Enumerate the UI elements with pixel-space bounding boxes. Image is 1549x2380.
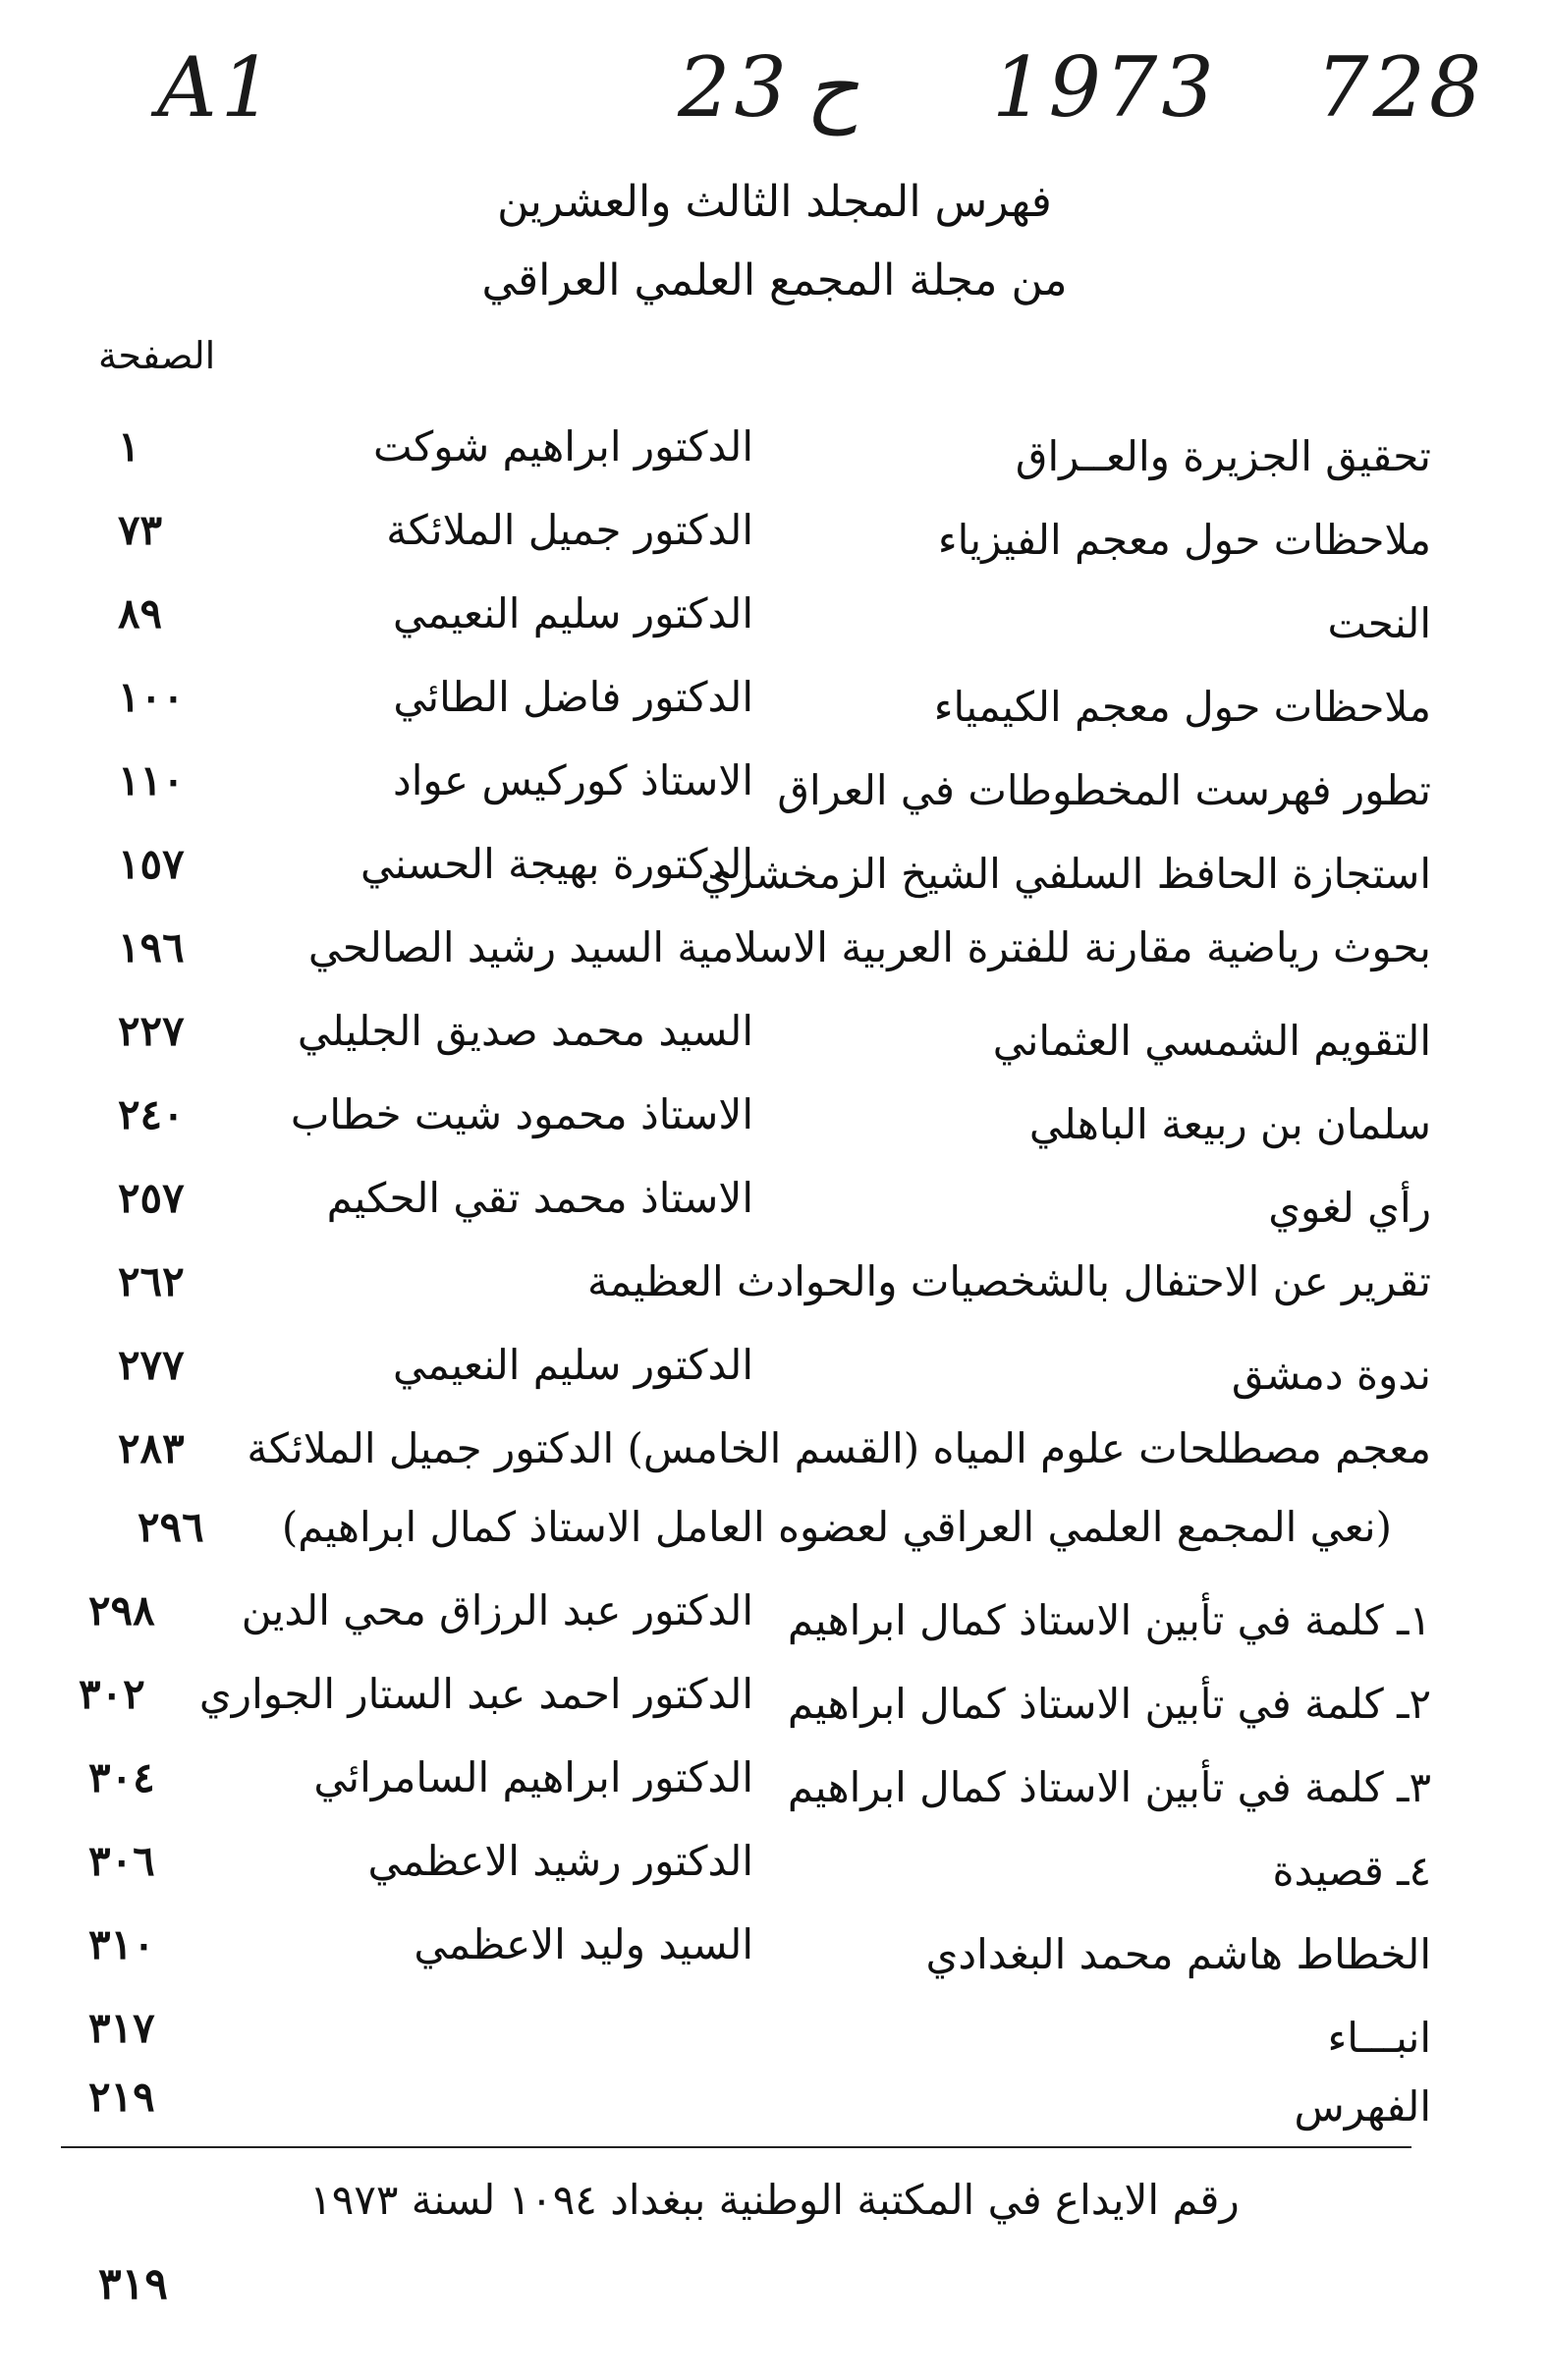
entry-author: الاستاذ كوركيس عواد	[392, 756, 753, 804]
entry-author: الدكتورة بهيجة الحسني	[360, 840, 753, 888]
entry-page: ١٥٧	[118, 840, 185, 888]
contents-entry	[59, 1341, 1431, 1419]
entry-page: ٢١٩	[88, 2073, 155, 2121]
entry-author: الدكتور فاضل الطائي	[393, 673, 753, 721]
entry-author: الدكتور ابراهيم شوكت	[373, 422, 753, 470]
entry-page: ٢٥٧	[118, 1174, 185, 1222]
entry-title: تطور فهرست المخطوطات في العراق	[777, 766, 1431, 814]
entry-title: بحوث رياضية مقارنة للفترة العربية الاسلامية السيد رشيد الصالحي	[307, 923, 1431, 971]
contents-entry	[59, 1424, 1431, 1503]
entry-author: الاستاذ محمود شيت خطاب	[290, 1090, 753, 1138]
entry-page: ٢٦٢	[118, 1257, 185, 1305]
contents-entry	[59, 1670, 1431, 1748]
contents-entry	[59, 422, 1431, 501]
handwritten-number: 728	[1316, 39, 1486, 136]
contents-entry	[59, 1586, 1431, 1665]
entry-page: ١١٠	[118, 756, 185, 804]
entry-title: سلمان بن ربيعة الباهلي	[1028, 1100, 1431, 1148]
contents-entry	[59, 1257, 1431, 1336]
contents-entry	[59, 2004, 1431, 2082]
entry-page: ١٠٠	[118, 673, 185, 721]
contents-entry	[59, 1090, 1431, 1169]
page-number: ٣١٩	[98, 2259, 168, 2309]
entry-title: ٢ـ كلمة في تأبين الاستاذ كمال ابراهيم	[787, 1680, 1431, 1728]
entry-title: التقويم الشمسي العثماني	[992, 1017, 1431, 1065]
entry-page: ٣٠٦	[88, 1837, 155, 1885]
contents-entry	[59, 589, 1431, 668]
entry-page: ٢٤٠	[118, 1090, 185, 1138]
entry-page: ٣١٧	[88, 2004, 155, 2052]
contents-entry	[59, 1503, 1431, 1581]
entry-page: ٢٨٣	[118, 1424, 185, 1472]
entry-page: ٢٧٧	[118, 1341, 185, 1389]
entry-page: ٣١٠	[88, 1920, 155, 1968]
entry-page: ٨٩	[118, 589, 163, 637]
entry-author: الدكتور رشيد الاعظمي	[367, 1837, 753, 1885]
footer-divider	[61, 2146, 1411, 2148]
entry-author: السيد محمد صديق الجليلي	[297, 1007, 753, 1055]
entry-title: الخطاط هاشم محمد البغدادي	[925, 1930, 1431, 1978]
contents-entry	[59, 1007, 1431, 1085]
entry-title: ملاحظات حول معجم الكيمياء	[933, 683, 1431, 731]
entry-author: الدكتور عبد الرزاق محي الدين	[241, 1586, 753, 1634]
contents-entry	[59, 1174, 1431, 1252]
entry-title: (نعي المجمع العلمي العراقي لعضوه العامل الاستاذ كمال ابراهيم)	[281, 1503, 1392, 1551]
entry-page: ٧٣	[118, 506, 163, 554]
contents-entry	[59, 1837, 1431, 1915]
journal-title: من مجلة المجمع العلمي العراقي	[481, 255, 1068, 305]
entry-author: الدكتور احمد عبد الستار الجواري	[198, 1670, 753, 1718]
entry-title: الفهرس	[1294, 2082, 1431, 2131]
contents-entry	[59, 756, 1431, 835]
entry-author: الاستاذ محمد تقي الحكيم	[326, 1174, 753, 1222]
entry-title: ٤ـ قصيدة	[1272, 1847, 1431, 1895]
entry-author: الدكتور سليم النعيمي	[393, 1341, 753, 1389]
entry-title: ندوة دمشق	[1231, 1351, 1431, 1399]
contents-entry	[59, 1753, 1431, 1832]
entry-author: الدكتور ابراهيم السامرائي	[313, 1753, 753, 1801]
handwritten-issue-day: 23	[678, 39, 791, 136]
deposit-note: رقم الايداع في المكتبة الوطنية ببغداد ١٠٩٤ لسنة ١٩٧٣	[309, 2176, 1240, 2224]
contents-entry	[59, 923, 1431, 1002]
entry-page: ٢٢٧	[118, 1007, 185, 1055]
entry-author: الدكتور سليم النعيمي	[393, 589, 753, 637]
entry-title: معجم مصطلحات علوم المياه (القسم الخامس) الدكتور جميل الملائكة	[247, 1424, 1431, 1472]
entry-page: ٢٩٦	[138, 1503, 204, 1551]
entry-page: ٢٩٨	[88, 1586, 155, 1634]
entry-title: تقرير عن الاحتفال بالشخصيات والحوادث العظيمة	[587, 1257, 1431, 1305]
entry-title: ملاحظات حول معجم الفيزياء	[937, 516, 1431, 564]
contents-entry	[59, 840, 1431, 918]
entry-author: السيد وليد الاعظمي	[414, 1920, 753, 1968]
index-title: فهرس المجلد الثالث والعشرين	[497, 177, 1052, 227]
entry-title: ١ـ كلمة في تأبين الاستاذ كمال ابراهيم	[787, 1596, 1431, 1644]
entry-title: النحت	[1327, 599, 1431, 647]
entry-author: الدكتور جميل الملائكة	[386, 506, 753, 554]
handwritten-code: A1	[157, 39, 278, 136]
entry-title: انبـــاء	[1327, 2014, 1431, 2062]
entry-page: ١	[118, 422, 140, 470]
entry-page: ٣٠٤	[88, 1753, 155, 1801]
entry-page: ١٩٦	[118, 923, 185, 971]
contents-entry	[59, 673, 1431, 751]
page-column-label: الصفحة	[98, 334, 216, 377]
entry-title: ٣ـ كلمة في تأبين الاستاذ كمال ابراهيم	[787, 1763, 1431, 1811]
contents-entry	[59, 2073, 1431, 2151]
entry-title: تحقيق الجزيرة والعــراق	[1015, 432, 1431, 480]
handwritten-year: 1973	[992, 39, 1218, 136]
entry-title: رأي لغوي	[1268, 1184, 1431, 1232]
contents-entry	[59, 506, 1431, 584]
contents-entry	[59, 1920, 1431, 1999]
entry-title: استجازة الحافظ السلفي الشيخ الزمخشري	[699, 850, 1431, 898]
handwritten-issue-month: ح	[805, 39, 859, 136]
entry-page: ٣٠٢	[79, 1670, 145, 1718]
